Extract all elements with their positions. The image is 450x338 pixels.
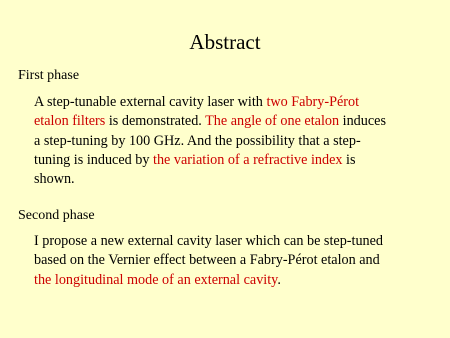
paragraph-line [34, 151, 386, 170]
first-phase-heading: First phase [18, 68, 80, 83]
body-text: tuning is induced by [34, 151, 154, 168]
paragraph-line [34, 132, 386, 151]
body-text: . [277, 271, 281, 288]
body-text: based on the Vernier effect between a Fabry-Pérot etalon and [34, 252, 380, 269]
second-phase-paragraph [34, 232, 383, 290]
highlighted-text: two Fabry-Pérot [266, 94, 360, 110]
paragraph-line [34, 271, 383, 290]
body-text: a step-tuning by 100 GHz. And the possibility that a step- [34, 132, 361, 149]
slide-title: Abstract [189, 30, 261, 54]
body-text: shown. [34, 171, 75, 188]
paragraph-line [34, 170, 386, 189]
paragraph-line [34, 112, 386, 131]
highlighted-text: etalon filters [34, 113, 106, 130]
paragraph-line [34, 251, 383, 270]
body-text: I propose a new external cavity laser which can be step-tuned [34, 233, 384, 249]
body-text: is [342, 151, 356, 168]
body-text: A step-tunable external cavity laser with [34, 94, 267, 110]
body-text: induces [339, 113, 386, 130]
first-phase-paragraph [34, 93, 386, 189]
paragraph-line [34, 93, 386, 112]
highlighted-text: the variation of a refractive index [153, 151, 343, 168]
second-phase-heading: Second phase [18, 208, 95, 223]
highlighted-text: The angle of one etalon [205, 113, 340, 130]
highlighted-text: the longitudinal mode of an external cavity [34, 271, 278, 288]
paragraph-line [34, 232, 383, 251]
body-text: is demonstrated. [105, 113, 206, 130]
